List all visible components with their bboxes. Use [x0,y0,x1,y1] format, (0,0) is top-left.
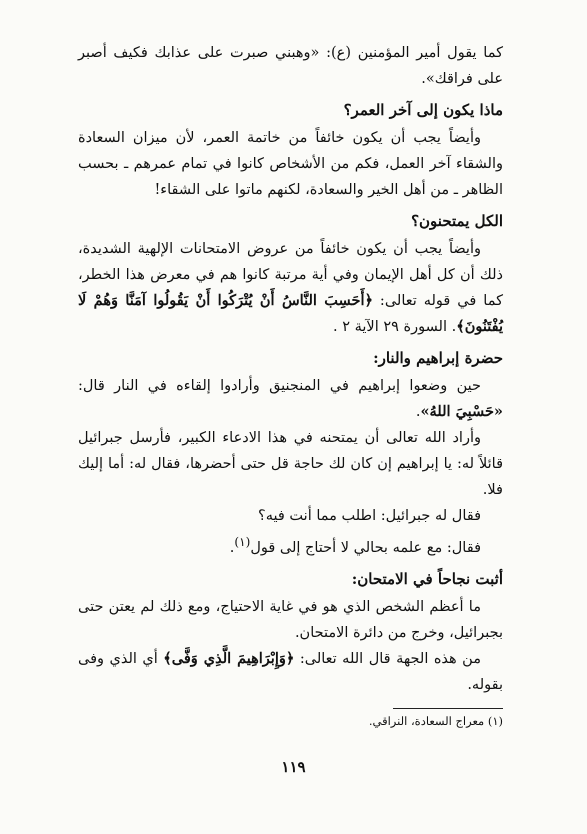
page-number: ١١٩ [281,758,306,776]
paragraph-all-tested-text: وأيضاً يجب أن يكون خائفاً من عروض الامتحانات الإلهية الشديدة، ذلك أن كل أهل الإيمان وفي أية مرتبة كانوا هم في معرض هذا الخطر، كما في قوله تعالى: [78,241,503,309]
paragraph-catapult [78,373,503,425]
paragraph-succeeded: ما أعظم الشخص الذي هو في غاية الاحتياج، ومع ذلك لم يعتن حتى بجبرائيل، وخرج من دائرة الامتحان. [78,598,503,641]
footnote-divider [393,708,503,709]
paragraph-fulfilled-text: من هذه الجهة قال الله تعالى: [294,650,481,667]
quran-verse-ibrahim: ﴿وَإِبْرَاهِيمَ الَّذِي وَفَّى﴾ [163,649,295,667]
paragraph-jibril-test: وأراد الله تعالى أن يمتحنه في هذا الادعاء الكبير، فأرسل جبرائيل قائلاً له: يا إبراهيم إن كان لك حاجة قل حتى أحضرها، فقال له: أما إليك فلا. [78,430,503,498]
paragraph-all-tested [78,236,503,340]
footnote: (١) معراج السعادة، النراقي. [368,713,503,728]
paragraph-ibrahim-reply-text: فقال: مع علمه بحالي لا أحتاج إلى قول [250,539,481,556]
paragraph-fulfilled-end: أي الذي وفى بقوله. [78,650,503,693]
footnote-marker: (١) [234,535,251,549]
paragraph-quote-amir: كما يقول أمير المؤمنين (ع): «وهبني صبرت على عذابك فكيف أصبر على فراقك». [78,45,503,87]
surah-reference: . السورة ٢٩ الآية ٢ . [333,319,457,335]
paragraph-fulfilled [78,646,503,698]
paragraph-ibrahim-reply-end: . [229,539,235,556]
heading-succeeded: أثبت نجاحاً في الامتحان: [351,569,503,588]
paragraph-catapult-end: . [415,404,421,420]
paragraph-catapult-text: حين وضعوا إبراهيم في المنجنيق وأرادوا إلقاءه في النار قال: [78,378,481,394]
quran-verse: ﴿أَحَسِبَ النَّاسُ أَنْ يُتْرَكُوا أَنْ يَقُولُوا آمَنَّا وَهُمْ لَا يُفْتَنُونَ﴾ [78,292,503,335]
paragraph-ibrahim-reply [78,529,503,561]
paragraph-jibril-ask: فقال له جبرائيل: اطلب مما أنت فيه؟ [258,508,481,524]
heading-end-of-life: ماذا يكون إلى آخر العمر؟ [343,101,503,119]
quote-hasbiya-allah: «حَسْبِيَ اللهُ» [420,403,503,420]
heading-ibrahim-fire: حضرة إبراهيم والنار: [373,349,503,367]
heading-all-tested: الكل يمتحنون؟ [411,212,503,230]
paragraph-end-of-life: وأيضاً يجب أن يكون خائفاً من خاتمة العمر، لأن ميزان السعادة والشقاء آخر العمل، فكم من الأشخاص كانوا في تمام عمرهم ـ بحسب الظاهر ـ من أهل الخير والسعادة، لكنهم ماتوا على الشقاء! [78,130,503,198]
